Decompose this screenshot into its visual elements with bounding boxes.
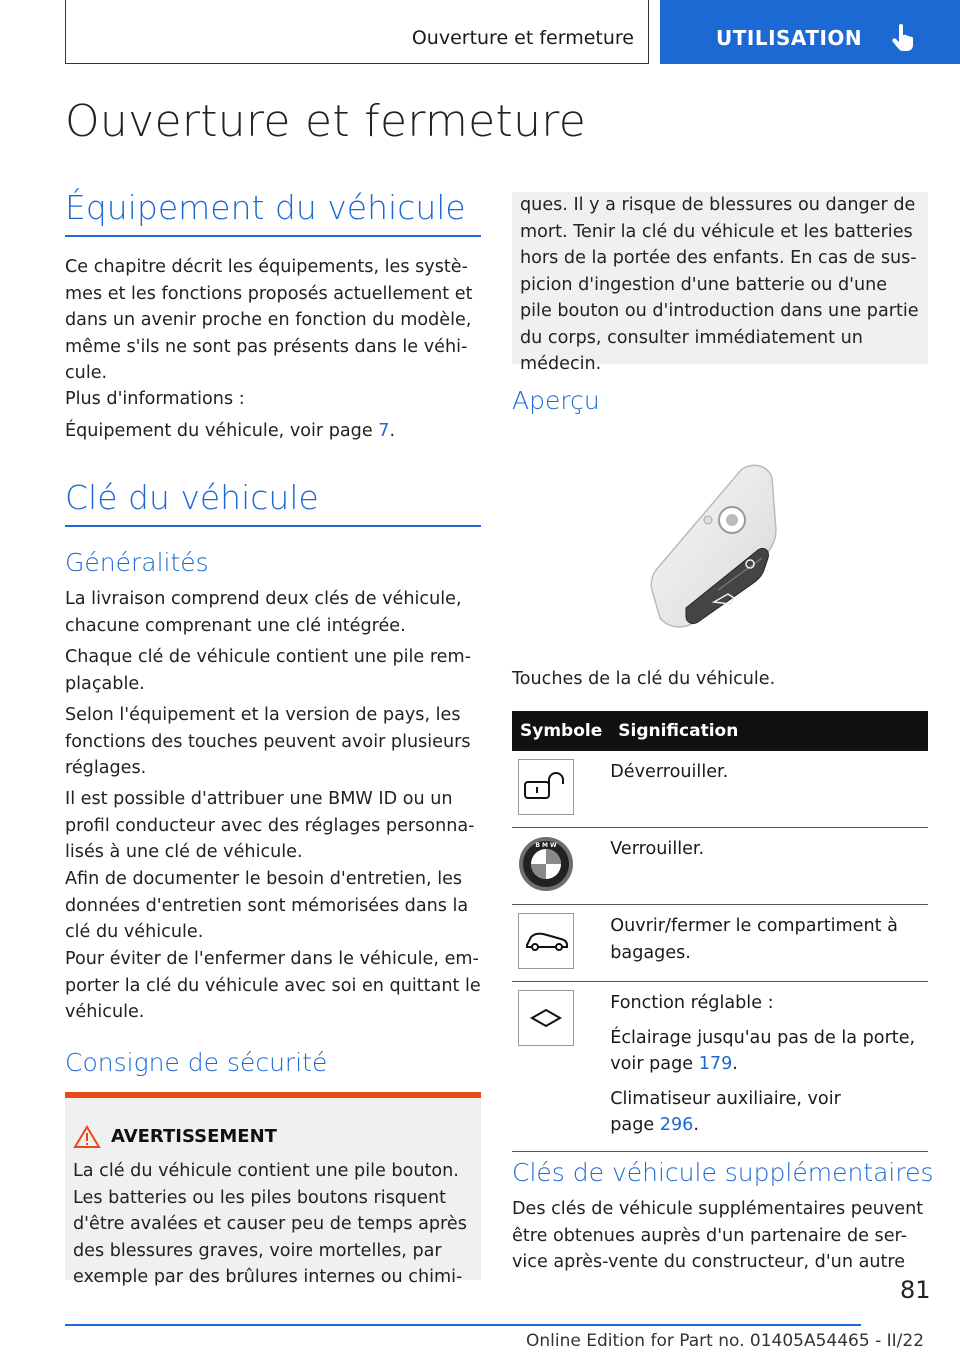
- table-row: [512, 982, 928, 1152]
- warning-text-continued: ques. Il y a risque de blessures ou danger de mort. Tenir la clé du véhicule et les batteries hors de la portée des enfants. En cas de sus- picion d'ingestion d'une batterie ou d'une pile bouton ou d'introduction dans une partie du corps, consulter immédiatement un médecin.: [520, 195, 919, 374]
- table-row: [512, 828, 928, 905]
- option-suffix: .: [732, 1054, 738, 1074]
- general-paragraph-1: La livraison comprend deux clés de véhicule, chacune comprenant une clé intégrée.: [65, 589, 462, 636]
- equipment-paragraph: Ce chapitre décrit les équipements, les systè- mes et les fonctions proposés actuellement et dans un avenir proche en fonction du modèle, même s'ils ne sont pas présents dans le véhi- cule.: [65, 257, 473, 383]
- general-paragraph-5: Afin de documenter le besoin d'entretien, les données d'entretien sont mémorisées dans la clé du véhicule.: [65, 869, 469, 942]
- function-label: Fonction réglable :: [610, 993, 774, 1013]
- heading-underline: [65, 525, 481, 527]
- meaning-cell: Ouvrir/fermer le compartiment à bagages.: [610, 905, 928, 982]
- header-chapter-title: UTILISATION: [716, 26, 863, 50]
- key-image-caption: Touches de la clé du véhicule.: [512, 669, 776, 689]
- pointing-hand-icon: [892, 24, 914, 52]
- meaning-cell: Déverrouiller.: [610, 751, 928, 828]
- configurable-button-icon: [518, 990, 574, 1046]
- heading-safety: Consigne de sécurité: [65, 1048, 328, 1077]
- general-paragraph-2: Chaque clé de véhicule contient une pile rem- plaçable.: [65, 647, 471, 694]
- bmw-logo-lock-icon: [518, 836, 574, 892]
- table-row: [512, 905, 928, 982]
- warning-box-continued: [512, 192, 928, 374]
- meaning-cell: [610, 982, 928, 1152]
- page-link[interactable]: 296: [659, 1115, 694, 1135]
- more-info-label: Plus d'informations :: [65, 389, 245, 409]
- general-paragraph-3: Selon l'équipement et la version de pays, les fonctions des touches peuvent avoir plusieurs réglages.: [65, 705, 471, 778]
- warning-box: [65, 1092, 481, 1287]
- table-row: [512, 751, 928, 828]
- symbol-cell: [512, 905, 610, 982]
- symbol-cell: [512, 982, 610, 1152]
- table-header-row: [512, 711, 928, 751]
- vehicle-key-image: [646, 460, 786, 630]
- meaning-cell: Verrouiller.: [610, 828, 928, 905]
- option-suffix: .: [693, 1115, 699, 1135]
- heading-underline: [65, 235, 481, 237]
- reference-suffix: .: [389, 421, 396, 441]
- page-number: 81: [900, 1276, 931, 1304]
- heading-equipment: Équipement du véhicule: [65, 188, 466, 227]
- footer-divider: [65, 1324, 861, 1326]
- warning-text: La clé du véhicule contient une pile bouton. Les batteries ou les piles boutons risquent d'être avalées et causer peu de temps après des blessures graves, voire mortelles, par exemple par des brûlures internes ou chimi-: [73, 1161, 467, 1287]
- symbol-cell: [512, 828, 610, 905]
- reference-text: Équipement du véhicule, voir page: [65, 421, 379, 441]
- general-paragraph-4: Il est possible d'attribuer une BMW ID ou un profil conducteur avec des réglages personna- lisés à une clé de véhicule.: [65, 789, 475, 862]
- page-title: Ouverture et fermeture: [65, 96, 587, 147]
- header-section-title: Ouverture et fermeture: [411, 27, 634, 49]
- header-section-box: [65, 0, 649, 64]
- heading-vehicle-key: Clé du véhicule: [65, 478, 319, 517]
- symbol-table: [512, 711, 928, 1152]
- heading-overview: Aperçu: [512, 386, 600, 415]
- heading-extra-keys: Clés de véhicule supplémentaires: [512, 1158, 934, 1187]
- option-text: Éclairage jusqu'au pas de la porte, voir page: [610, 1027, 916, 1074]
- general-paragraph-6: Pour éviter de l'enfermer dans le véhicule, em- porter la clé du véhicule avec soi en quittant le véhicule.: [65, 949, 481, 1022]
- unlock-icon: [518, 759, 574, 815]
- footer-edition: Online Edition for Part no. 01405A54465 - II/22: [526, 1331, 925, 1351]
- heading-general: Généralités: [65, 548, 209, 577]
- function-option-1: [610, 1025, 928, 1078]
- symbol-cell: [512, 751, 610, 828]
- equipment-reference: [65, 418, 481, 445]
- svg-text:B M W: B M W: [535, 842, 557, 849]
- function-option-2: [610, 1086, 928, 1139]
- option-text: Climatiseur auxiliaire, voir page: [610, 1088, 841, 1135]
- warning-triangle-icon: [73, 1125, 101, 1149]
- extra-keys-paragraph: Des clés de véhicule supplémentaires peuvent être obtenues auprès d'un partenaire de ser- vice après-vente du constructeur, d'un autre: [512, 1199, 924, 1272]
- page-link[interactable]: 179: [698, 1054, 733, 1074]
- header-chapter-box: [660, 0, 960, 64]
- trunk-icon: [518, 913, 574, 969]
- page-link[interactable]: 7: [378, 421, 390, 441]
- warning-title: AVERTISSEMENT: [111, 1126, 277, 1147]
- table-header-meaning: Signification: [610, 711, 928, 751]
- table-header-symbol: Symbole: [512, 711, 610, 751]
